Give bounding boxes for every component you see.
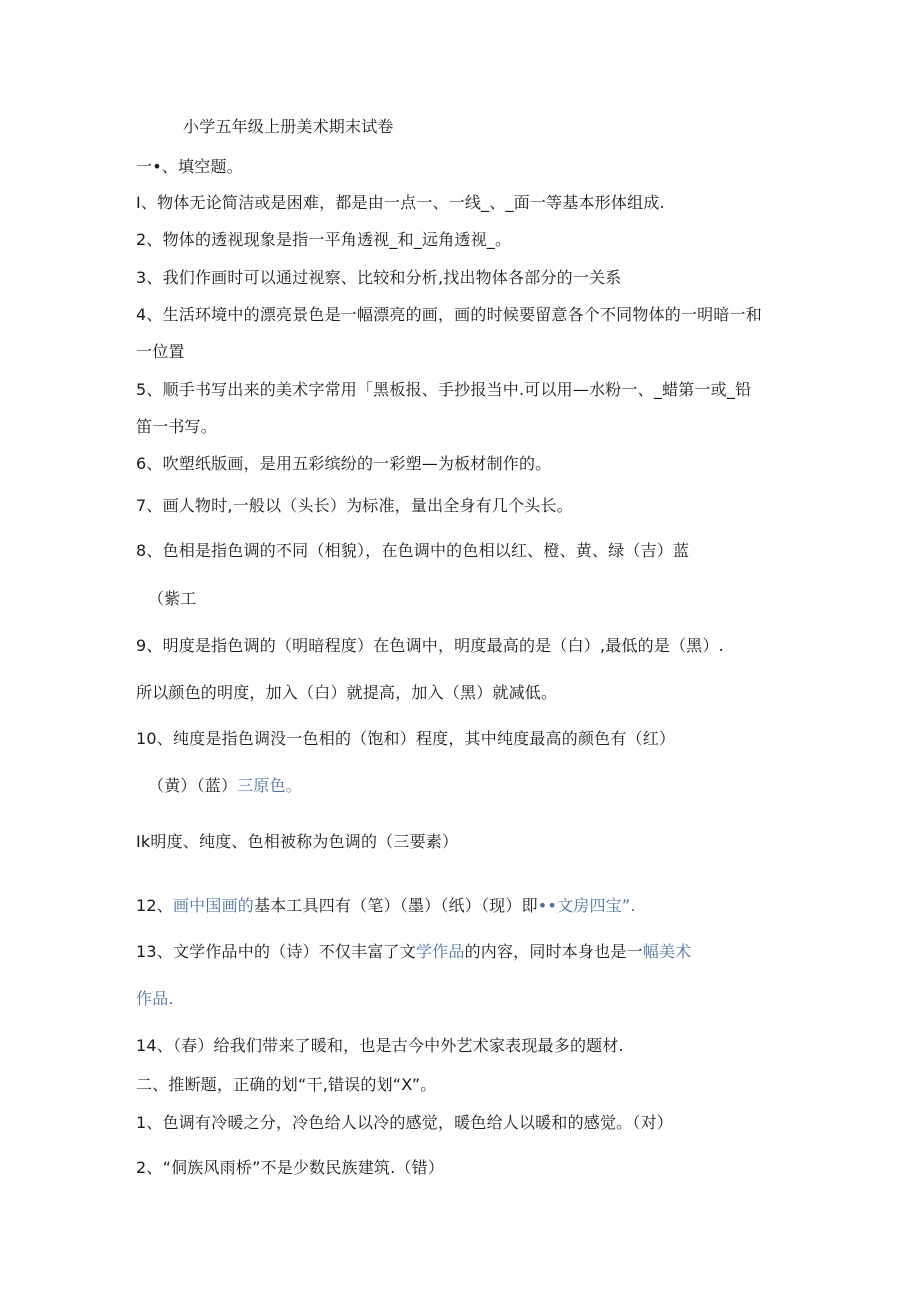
section-heading-fill-in: 一•、填空题。 [136, 157, 243, 176]
question-13-line-1 [136, 942, 691, 962]
question-12-link-text: 画中国画的 [172, 896, 254, 915]
question-9-line-1: 9、明度是指色调的（明暗程度）在色调中，明度最高的是（白）,最低的是（黑）. [136, 636, 724, 655]
question-13-line-2: 作品. [136, 989, 174, 1008]
question-8-line-2: （紫工 [148, 589, 197, 608]
question-13-part-c: 的内容，同时本身也是一 [464, 942, 643, 961]
judgement-2: 2、“侗族风雨桥”不是少数民族建筑.（错） [136, 1158, 445, 1177]
question-10-line-1: 10、纯度是指色调没一色相的（饱和）程度，其中纯度最高的颜色有（红） [136, 729, 676, 748]
question-12-body: 基本工具四有（笔）（墨）（纸）（现）即 [253, 896, 538, 915]
question-14: 14、（春）给我们带来了暖和，也是古今中外艺术家表现最多的题材. [136, 1036, 624, 1055]
question-12-four-treasures: ••文房四宝”. [537, 896, 636, 915]
question-8-line-1: 8、色相是指色调的不同（相貌），在色调中的色相以红、橙、黄、绿（吉）蓝 [136, 541, 690, 560]
question-7: 7、画人物时,一般以（头长）为标准，量出全身有几个头长。 [136, 496, 573, 515]
judgement-1: 1、色调有冷暖之分，冷色给人以冷的感觉，暖色给人以暖和的感觉。（对） [136, 1113, 673, 1132]
question-13-part-d: 幅美术 [642, 942, 692, 961]
question-6: 6、吹塑纸版画，是用五彩缤纷的一彩塑—为板材制作的。 [136, 454, 552, 473]
question-3: 3、我们作画时可以通过视察、比较和分析,找出物体各部分的一关系 [136, 268, 622, 287]
question-1: I、物体无论简洁或是困难，都是由一点一、一线_、_面一等基本形体组成. [136, 193, 665, 212]
question-13-part-a: 13、文学作品中的（诗）不仅丰富了文 [136, 942, 416, 961]
question-4-line-2: 一位置 [136, 342, 185, 361]
question-2: 2、物体的透视现象是指一平角透视_和_远角透视_。 [136, 230, 512, 249]
question-11: Ik明度、纯度、色相被称为色调的（三要素） [136, 832, 459, 851]
question-9-line-2: 所以颜色的明度，加入（白）就提高，加入（黑）就减低。 [136, 683, 558, 702]
question-5-line-1: 5、顺手书写出来的美术字常用「黑板报、手抄报当中.可以用—水粉一、_蜡第一或_铅 [136, 380, 752, 399]
question-12 [136, 896, 636, 916]
question-10-line-2 [148, 776, 302, 796]
section-heading-judgement: 二、推断题，正确的划“干,错误的划“X”。 [136, 1075, 437, 1094]
document-title: 小学五年级上册美术期末试卷 [183, 117, 394, 136]
question-12-number: 12、 [136, 896, 173, 915]
question-4-line-1: 4、生活环境中的漂亮景色是一幅漂亮的画，画的时候要留意各个不同物体的一明暗一和 [136, 305, 762, 324]
question-10-answers: （黄）（蓝） [148, 776, 238, 795]
question-10-primary-colors: 三原色。 [237, 776, 303, 795]
question-13-part-b: 学作品 [415, 942, 465, 961]
question-5-line-2: 笛一书写。 [136, 417, 218, 436]
